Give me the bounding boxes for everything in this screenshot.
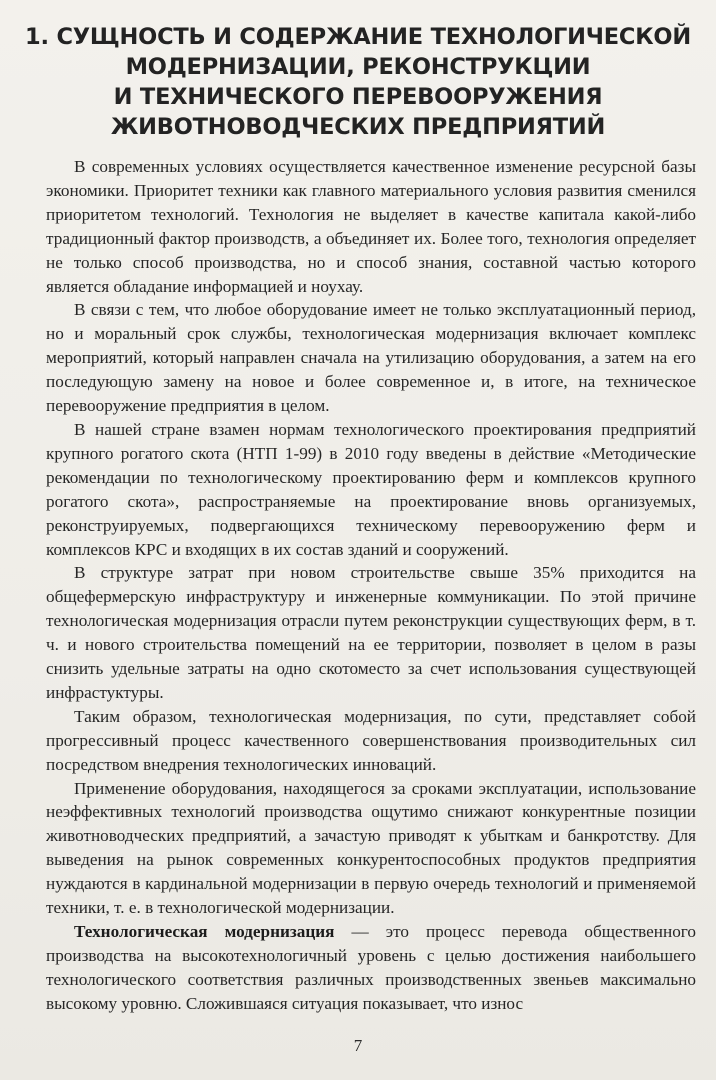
- page-number: 7: [353, 1036, 363, 1055]
- chapter-heading: [24, 22, 692, 142]
- paragraph-1: [46, 155, 696, 298]
- paragraph-2: [46, 298, 696, 418]
- heading-line-2: МОДЕРНИЗАЦИИ, РЕКОНСТРУКЦИИ: [125, 54, 591, 80]
- paragraph-5-text: Таким образом, технологическая модернизация, по сути, представляет собой прогрессивный процесс качественного совершенствования производительных сил посредством внедрения технологических инноваций.: [46, 706, 696, 774]
- paragraph-3-text: В нашей стране взамен нормам технологического проектирования предприятий крупного рогатого скота (НТП 1-99) в 2010 году введены в действие «Методические рекомендации по технологическому проектированию ферм и комплексов крупного рогатого скота», распространяемые на проектирование вновь организуемых, реконструируемых, подвергающихся техническому перевооружению ферм и комплексов КРС и входящих в их состав зданий и сооружений.: [46, 419, 696, 559]
- paragraph-1-text: В современных условиях осуществляется качественное изменение ресурсной базы экономики. Приоритет техники как главного материального условия развития сменился приоритетом технологий. Технология не выделяет в качестве капитала какой-либо традиционный фактор производств, а объединяет их. Более того, технология определяет не только способ производства, но и способ знания, составной частью которого является обладание информацией и ноухау.: [46, 157, 696, 296]
- heading-line-1: 1. СУЩНОСТЬ И СОДЕРЖАНИЕ ТЕХНОЛОГИЧЕСКОЙ: [25, 24, 691, 50]
- paragraph-6-text: Применение оборудования, находящегося за сроками эксплуатации, использование неэффективных технологий производства ощутимо снижают конкурентные позиции животноводческих предприятий, а зачастую приводят к убыткам и банкротству. Для выведения на рынок современных конкурентоспособных продуктов предприятия нуждаются в кардинальной модернизации в первую очередь технологий и применяемой техники, т. е. в технологической модернизации.: [46, 778, 696, 918]
- paragraph-7-text: — это процесс перевода общественного производства на высокотехнологичный уровень с целью достижения наибольшего технологического соответствия различных производственных звеньев максимально высокому уровню. Сложившаяся ситуация показывает, что износ: [46, 922, 697, 1013]
- heading-line-3: И ТЕХНИЧЕСКОГО ПЕРЕВООРУЖЕНИЯ: [113, 84, 603, 110]
- definition-term: Технологическая модернизация: [74, 922, 335, 941]
- paragraph-4: [46, 561, 696, 704]
- body-text: [46, 155, 696, 1016]
- paragraph-2-text: В связи с тем, что любое оборудование имеет не только эксплуатационный период, но и моральный срок службы, технологическая модернизация включает комплекс мероприятий, который направлен сначала на утилизацию оборудования, а затем на его последующую замену на новое и более современное и, в итоге, на техническое перевооружение предприятия в целом.: [46, 300, 696, 416]
- paragraph-4-text: В структуре затрат при новом строительстве свыше 35% приходится на общефермерскую инфраструктуру и инженерные коммуникации. По этой причине технологическая модернизация отрасли путем реконструкции существующих ферм, в т. ч. и нового строительства помещений на ее территории, позволяет в целом в разы снизить удельные затраты на одно скотоместо за счет использования существующей инфрастуктуры.: [46, 563, 696, 702]
- paragraph-6: [46, 777, 696, 920]
- paragraph-3: [46, 418, 696, 561]
- paragraph-5: [46, 705, 696, 777]
- heading-line-4: ЖИВОТНОВОДЧЕСКИХ ПРЕДПРИЯТИЙ: [110, 114, 606, 140]
- paragraph-7: [46, 920, 696, 1016]
